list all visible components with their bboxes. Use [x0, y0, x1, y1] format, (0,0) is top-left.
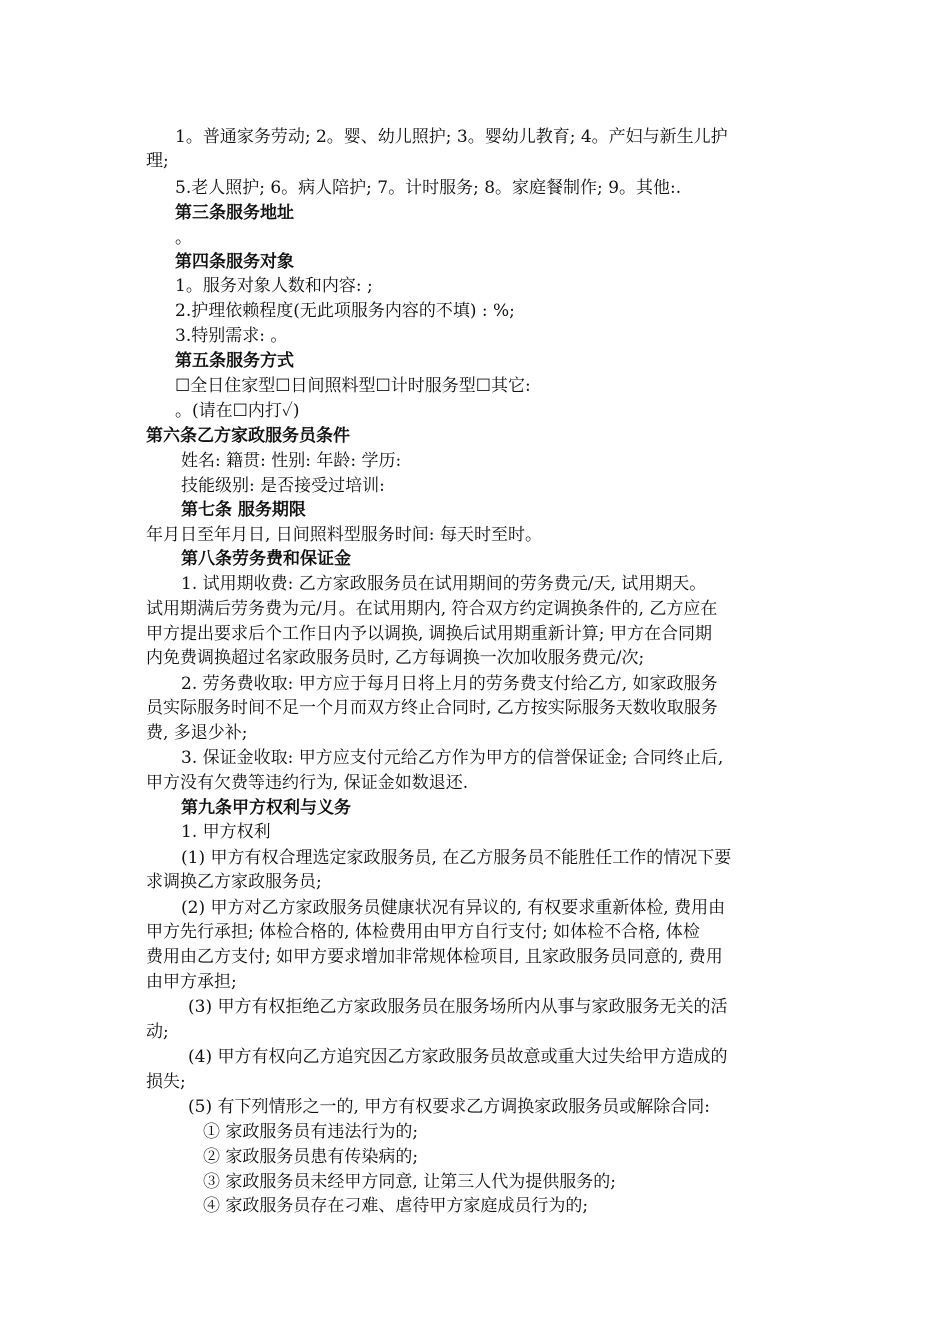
article-3-address: 。 — [175, 228, 192, 248]
right-5-item-1: ① 家政服务员有违法行为的; — [203, 1122, 419, 1142]
right-2-line-1: (2) 甲方对乙方家政服务员健康状况有异议的, 有权要求重新体检, 费用由 — [181, 898, 726, 918]
article-5-options: ☐全日住家型☐日间照料型☐计时服务型☐其它: — [175, 376, 531, 396]
article-8-para-2-line-1: 2. 劳务费收取: 甲方应于每月日将上月的劳务费支付给乙方, 如家政服务 — [181, 674, 718, 694]
article-8-para-1-line-2: 试用期满后劳务费为元/月。在试用期内, 符合双方约定调换条件的, 乙方应在 — [146, 599, 718, 619]
right-1-line-1: (1) 甲方有权合理选定家政服务员, 在乙方服务员不能胜任工作的情况下要 — [181, 848, 732, 868]
article-7-heading: 第七条 服务期限 — [181, 500, 306, 520]
article-4-item-1: 1。服务对象人数和内容: ; — [175, 276, 373, 296]
article-8-para-3-line-1: 3. 保证金收取: 甲方应支付元给乙方作为甲方的信誉保证金; 合同终止后, — [181, 748, 724, 768]
right-5-item-4: ④ 家政服务员存在刁难、虐待甲方家庭成员行为的; — [203, 1196, 589, 1216]
article-5-heading: 第五条服务方式 — [175, 351, 294, 371]
article-8-para-1-line-4: 内免费调换超过名家政服务员时, 乙方每调换一次加收服务费元/次; — [146, 648, 645, 668]
article-3-heading: 第三条服务地址 — [175, 203, 294, 223]
party-a-rights-title: 1. 甲方权利 — [181, 822, 271, 842]
article-8-para-2-line-3: 费, 多退少补; — [146, 723, 248, 743]
right-3-line-2: 动; — [146, 1022, 169, 1042]
article-6-heading: 第六条乙方家政服务员条件 — [146, 426, 350, 446]
right-5-item-3: ③ 家政服务员未经甲方同意, 让第三人代为提供服务的; — [203, 1172, 616, 1192]
right-5-line-1: (5) 有下列情形之一的, 甲方有权要求乙方调换家政服务员或解除合同: — [188, 1097, 711, 1117]
right-4-line-1: (4) 甲方有权向乙方追究因乙方家政服务员故意或重大过失给甲方造成的 — [188, 1047, 728, 1067]
article-5-note: 。(请在☐内打✓) — [175, 401, 300, 421]
article-8-para-3-line-2: 甲方没有欠费等违约行为, 保证金如数退还. — [146, 773, 469, 793]
right-4-line-2: 损失; — [146, 1072, 186, 1092]
right-3-line-1: (3) 甲方有权拒绝乙方家政服务员在服务场所内从事与家政服务无关的活 — [188, 997, 728, 1017]
service-items-line-1: 1。普通家务劳动; 2。婴、幼儿照护; 3。婴幼儿教育; 4。产妇与新生儿护 — [175, 127, 728, 147]
article-6-line-1: 姓名: 籍贯: 性别: 年龄: 学历: — [181, 451, 402, 471]
article-4-item-3: 3.特别需求: 。 — [175, 326, 288, 346]
article-4-item-2: 2.护理依赖程度(无此项服务内容的不填) : %; — [175, 301, 515, 321]
article-8-para-1-line-3: 甲方提出要求后个工作日内予以调换, 调换后试用期重新计算; 甲方在合同期 — [146, 624, 712, 644]
right-2-line-3: 费用由乙方支付; 如甲方要求增加非常规体检项目, 且家政服务员同意的, 费用 — [146, 947, 723, 967]
article-8-para-2-line-2: 员实际服务时间不足一个月而双方终止合同时, 乙方按实际服务天数收取服务 — [146, 698, 718, 718]
service-items-line-2: 理; — [146, 151, 169, 171]
article-8-para-1-line-1: 1. 试用期收费: 乙方家政服务员在试用期间的劳务费元/天, 试用期天。 — [181, 574, 707, 594]
article-4-heading: 第四条服务对象 — [175, 252, 294, 272]
service-items-line-3: 5.老人照护; 6。病人陪护; 7。计时服务; 8。家庭餐制作; 9。其他:. — [175, 178, 682, 198]
right-2-line-2: 甲方先行承担; 体检合格的, 体检费用由甲方自行支付; 如体检不合格, 体检 — [146, 922, 700, 942]
right-5-item-2: ② 家政服务员患有传染病的; — [203, 1147, 419, 1167]
right-1-line-2: 求调换乙方家政服务员; — [146, 872, 322, 892]
right-2-line-4: 由甲方承担; — [146, 972, 237, 992]
article-6-line-2: 技能级别: 是否接受过培训: — [181, 476, 385, 496]
article-9-heading: 第九条甲方权利与义务 — [181, 798, 351, 818]
article-7-text: 年月日至年月日, 日间照料型服务时间: 每天时至时。 — [146, 525, 542, 545]
article-8-heading: 第八条劳务费和保证金 — [181, 549, 351, 569]
